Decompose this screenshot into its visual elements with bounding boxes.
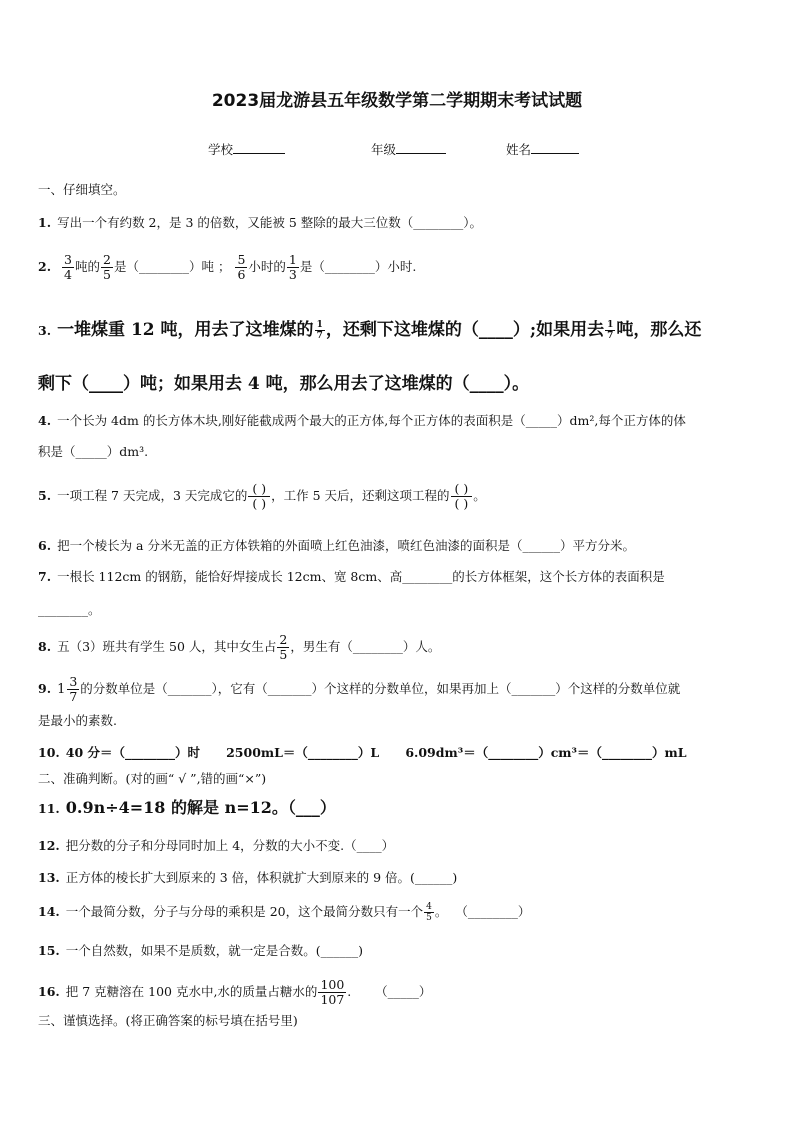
grade-field (371, 140, 446, 158)
question-text: 一根长 112cm 的钢筋，能恰好焊接成长 12cm、宽 8cm、高________的长方体框架，这个长方体的表面积是 (57, 569, 665, 584)
question-4-line-2: 积是（_____）dm³. (38, 444, 149, 459)
question-number: 8. (38, 639, 52, 654)
name-label: 姓名 (506, 142, 532, 157)
question-text: 写出一个有约数 2，是 3 的倍数，又能被 5 整除的最大三位数（________）。 (57, 215, 483, 230)
question-number: 15. (38, 943, 60, 958)
school-field (208, 140, 285, 158)
question-number: 1. (38, 215, 52, 230)
fraction (235, 253, 247, 282)
question-number: 14. (38, 904, 60, 919)
question-number: 9. (38, 681, 52, 696)
denominator: 7 (316, 331, 323, 341)
denominator-blank[interactable]: ( ) (454, 496, 469, 511)
question-number: 12. (38, 838, 60, 853)
question-9-line-1 (38, 675, 756, 704)
fraction (605, 320, 615, 341)
question-text: 把分数的分子和分母同时加上 4，分数的大小不变.（____） (65, 838, 395, 853)
question-number: 4. (38, 413, 52, 428)
question-number: 16. (38, 984, 60, 999)
denominator: 5 (103, 267, 111, 282)
section-1-heading: 一、仔细填空。 (38, 182, 126, 197)
denominator: 3 (288, 267, 297, 282)
mixed-number (57, 675, 80, 704)
question-text: 是（________）吨 ； (113, 259, 231, 274)
fraction (315, 320, 325, 341)
question-text: 正方体的棱长扩大到原来的 3 倍，体积就扩大到原来的 9 倍。(______) (65, 870, 458, 885)
question-6 (38, 537, 756, 555)
page-title: 2023届龙游县五年级数学第二学期期末考试试题 (211, 91, 583, 111)
question-number: 3. (38, 323, 52, 338)
question-10 (38, 744, 756, 762)
question-text: 一个最简分数，分子与分母的乘积是 20，这个最简分数只有一个 (65, 904, 424, 919)
question-1 (38, 214, 756, 232)
question-number: 7. (38, 569, 52, 584)
question-7-line-1 (38, 568, 756, 586)
name-blank[interactable] (531, 140, 579, 154)
fraction (62, 253, 74, 282)
question-text: 五（3）班共有学生 50 人，其中女生占 (57, 639, 277, 654)
question-text: 一个长为 4dm 的长方体木块,刚好能截成两个最大的正方体,每个正方体的表面积是（_____）dm²,每个正方体的体 (57, 413, 686, 428)
grade-label: 年级 (371, 142, 397, 157)
numerator: 2 (279, 632, 288, 647)
numerator: 100 (320, 977, 345, 992)
question-text: 把 7 克糖溶在 100 克水中,水的质量占糖水的 (65, 984, 318, 999)
denominator-blank[interactable]: ( ) (252, 496, 267, 511)
denominator: 5 (279, 647, 288, 662)
numerator-blank[interactable]: ( ) (451, 482, 473, 497)
question-number: 13. (38, 870, 60, 885)
whole-part: 1 (57, 681, 66, 697)
question-14 (38, 902, 756, 923)
numerator: 2 (103, 252, 111, 267)
question-15 (38, 942, 756, 960)
denominator: 5 (426, 913, 432, 923)
fraction (318, 978, 346, 1007)
question-text: 小时的 (248, 259, 286, 274)
grade-blank[interactable] (396, 140, 446, 154)
question-number: 6. (38, 538, 52, 553)
question-text: 吨的 (75, 259, 101, 274)
question-text: 0.9n÷4=18 的解是 n=12。（___） (65, 798, 336, 817)
numerator: 3 (64, 252, 72, 267)
numerator: 5 (237, 252, 246, 267)
blank-fraction[interactable] (248, 482, 270, 511)
numerator: 4 (426, 902, 432, 912)
denominator: 107 (320, 992, 345, 1007)
question-text: 一堆煤重 12 吨，用去了这堆煤的 (57, 320, 314, 340)
name-field (506, 140, 579, 158)
numerator: 1 (288, 252, 297, 267)
question-text: ，还剩下这堆煤的（____）;如果用去 (325, 320, 605, 340)
question-number: 10. (38, 745, 60, 760)
question-text: 。 （________） (434, 904, 531, 919)
question-12 (38, 837, 756, 855)
question-2 (38, 253, 756, 282)
numerator: 1 (316, 320, 323, 330)
question-text: 把一个棱长为 a 分米无盖的正方体铁箱的外面喷上红色油漆，喷红色油漆的面积是（______）平方分米。 (57, 538, 635, 553)
question-number: 2. (38, 259, 52, 274)
question-text: 一个自然数，如果不是质数，就一定是合数。(______) (65, 943, 364, 958)
question-11 (38, 799, 756, 818)
denominator: 6 (237, 267, 246, 282)
question-3-line-1 (38, 318, 756, 343)
question-3-line-2: 剩下（____）吨；如果用去 4 吨，那么用去了这堆煤的（____）。 (38, 374, 530, 394)
question-7-line-2: ________。 (38, 602, 101, 617)
section-3-heading: 三、谨慎选择。(将正确答案的标号填在括号里) (38, 1013, 298, 1028)
school-blank[interactable] (233, 140, 285, 154)
school-label: 学校 (208, 142, 234, 157)
question-number: 5. (38, 488, 52, 503)
question-text: . （_____） (347, 984, 432, 999)
question-13 (38, 869, 756, 887)
question-5 (38, 482, 756, 511)
question-text: 是（________）小时. (299, 259, 417, 274)
question-text: 。 (473, 488, 486, 503)
question-text: 吨，那么还 (616, 320, 702, 340)
section-2-heading: 二、准确判断。(对的画“ √ ”,错的画“×”) (38, 771, 267, 786)
numerator: 3 (69, 674, 78, 689)
question-text: 40 分＝（________）时 2500mL＝（________）L 6.09dm³＝（________）cm³＝（________）mL (65, 745, 687, 760)
question-text: 一项工程 7 天完成，3 天完成它的 (57, 488, 248, 503)
question-text: ，工作 5 天后，还剩这项工程的 (271, 488, 450, 503)
question-text: ，男生有（________）人。 (290, 639, 441, 654)
question-text: 的分数单位是（_______），它有（_______）个这样的分数单位，如果再加上（_______）个这样的分数单位就 (80, 681, 681, 696)
question-8 (38, 633, 756, 662)
question-9-line-2: 是最小的素数. (38, 713, 117, 728)
question-16 (38, 978, 756, 1007)
fraction (101, 253, 113, 282)
numerator: 1 (607, 320, 614, 330)
fraction (424, 902, 434, 923)
numerator-blank[interactable]: ( ) (248, 482, 270, 497)
fraction (287, 253, 299, 282)
question-number: 11. (38, 801, 60, 816)
denominator: 7 (607, 331, 614, 341)
denominator: 4 (64, 267, 72, 282)
fraction (277, 633, 289, 662)
denominator: 7 (69, 689, 78, 704)
blank-fraction[interactable] (451, 482, 473, 511)
fraction (67, 675, 79, 704)
question-4-line-1 (38, 412, 756, 430)
